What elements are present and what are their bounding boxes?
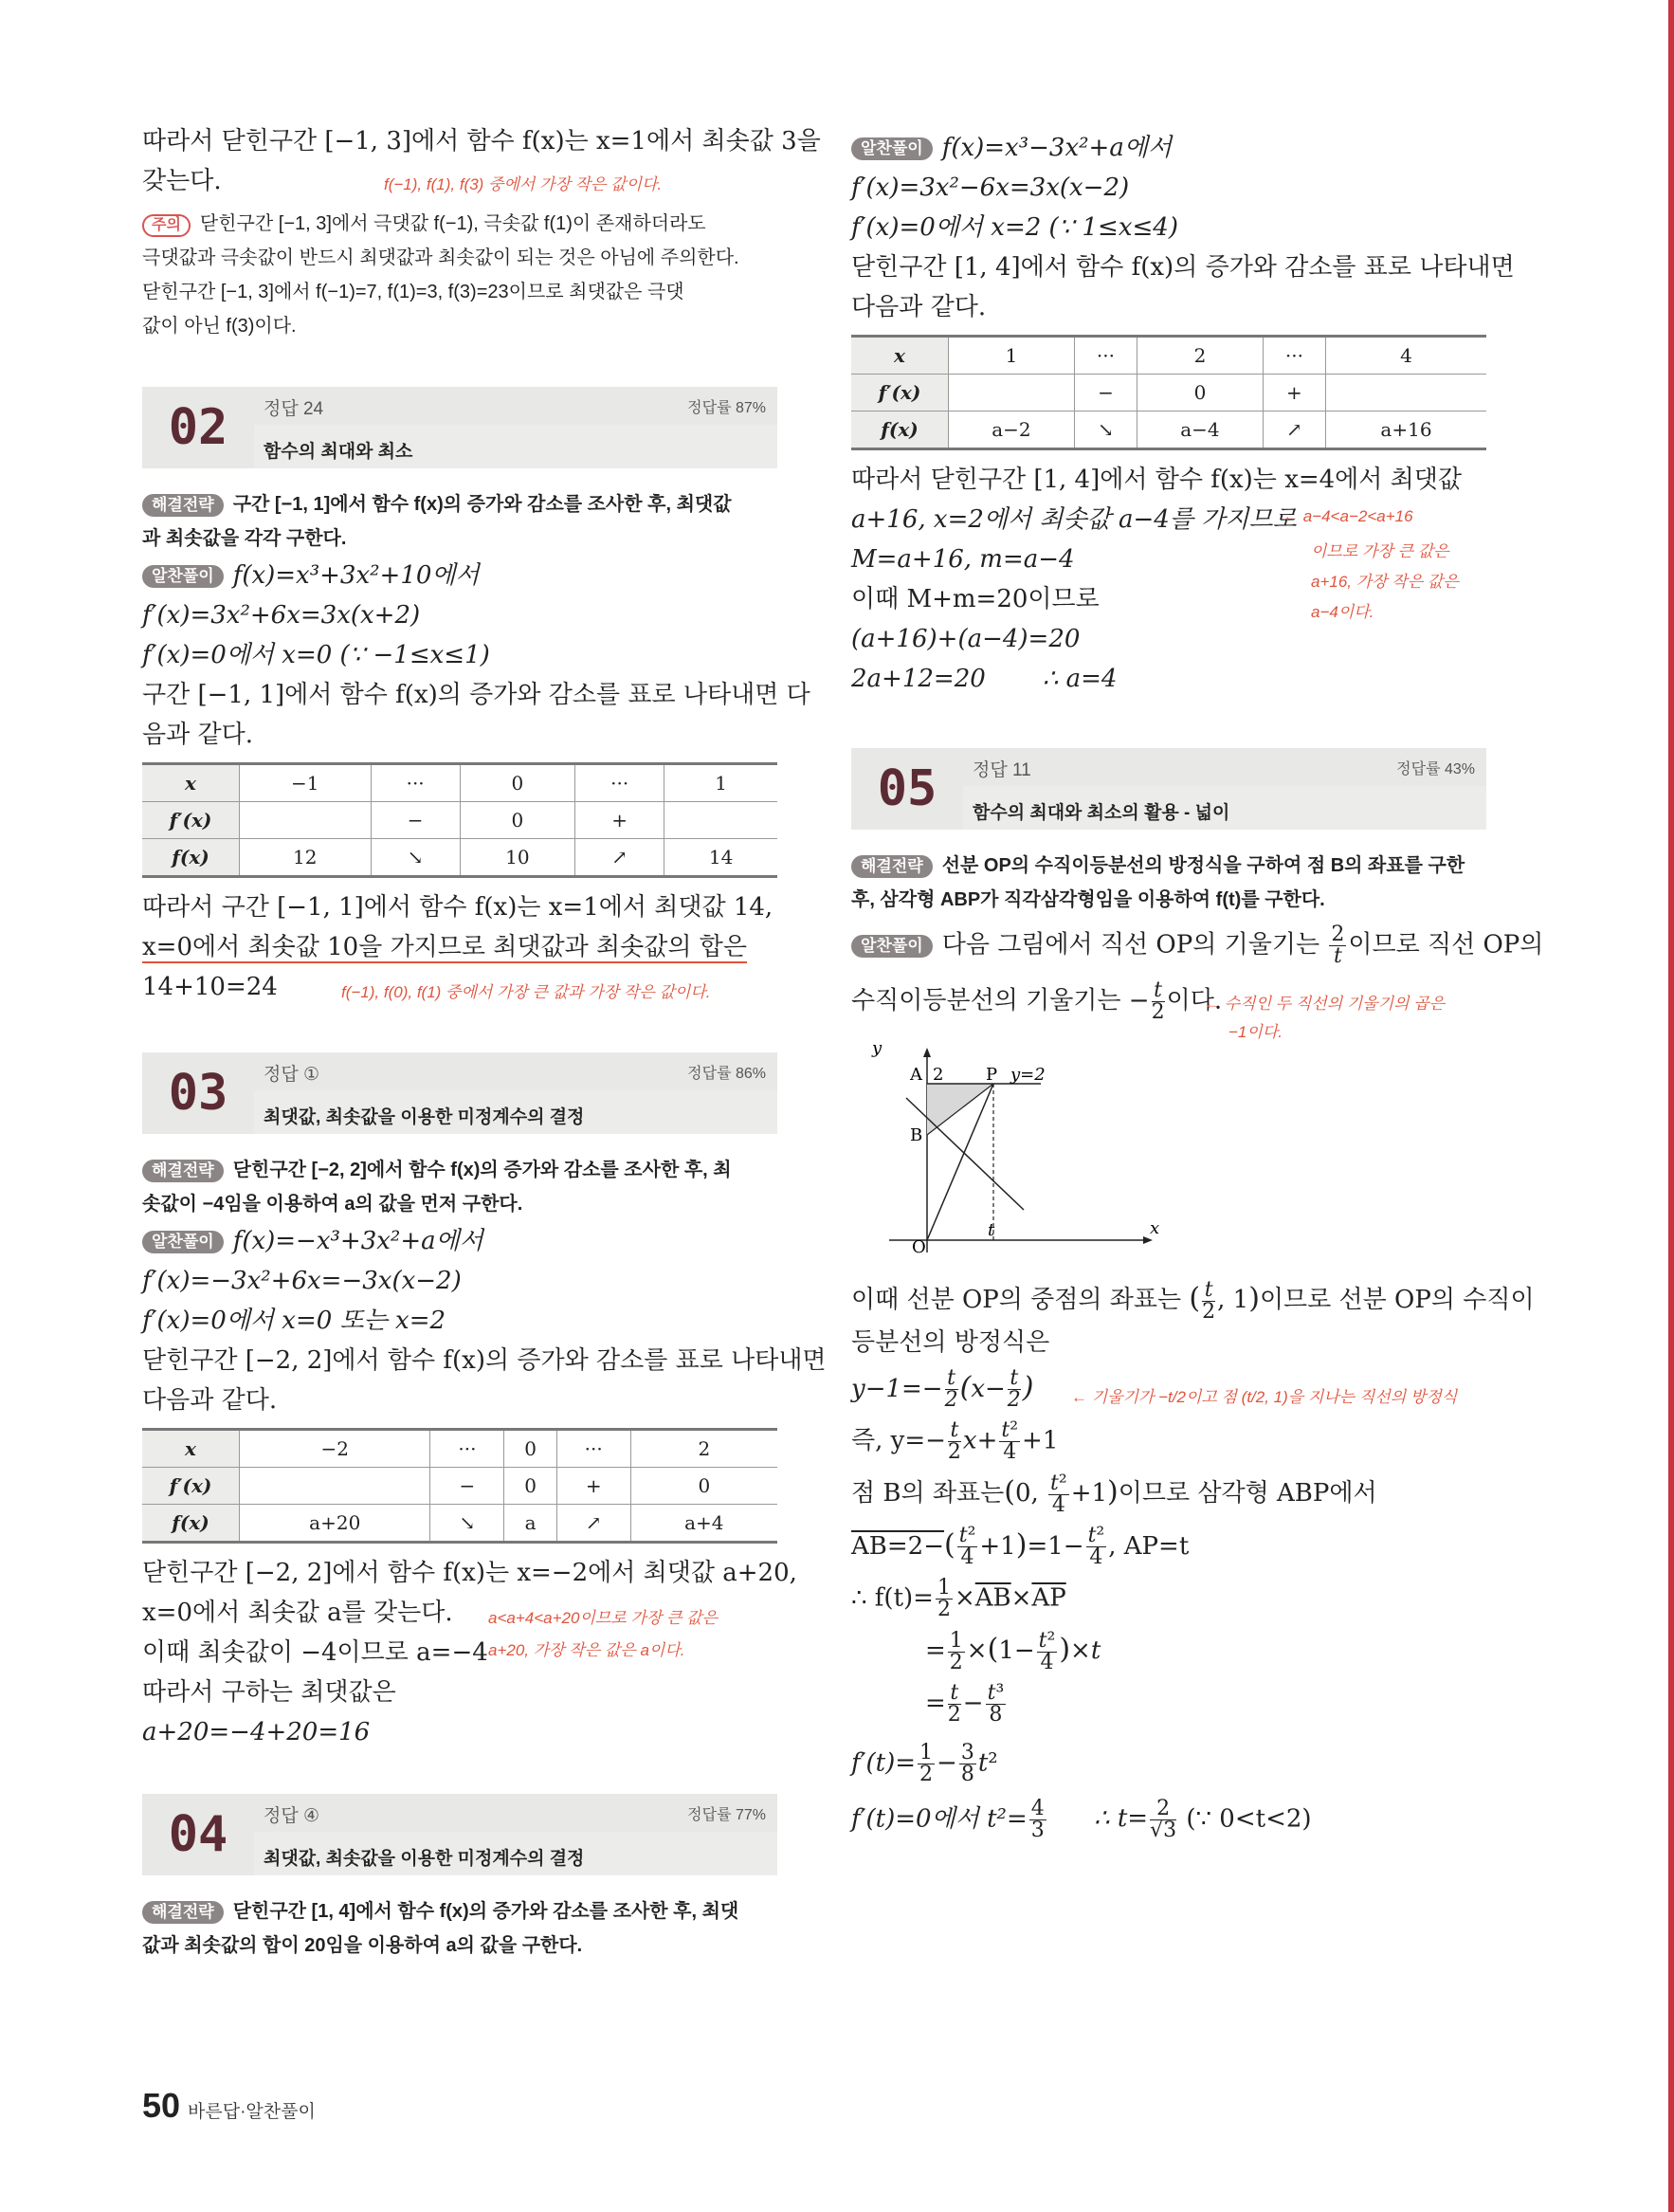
table-cell: 1: [949, 337, 1075, 375]
problem-03-conclusion-2: [142, 1593, 777, 1633]
table-cell: 2: [630, 1430, 777, 1468]
label-t: t: [988, 1220, 995, 1240]
problem-03-strategy-2: 솟값이 −4임을 이용하여 a의 값을 먼저 구한다.: [142, 1194, 523, 1215]
table-cell: ↗: [575, 839, 664, 877]
p04-conclusion-block: [851, 460, 1486, 699]
problem-02-strategy-2: 과 최솟값을 각각 구한다.: [142, 528, 347, 549]
conclusion-text: 따라서 구간 [−1, 1]에서 함수 f(x)는 x=1에서 최댓값 14,: [142, 893, 773, 922]
line-text: 이므로 직선 OP의: [1348, 930, 1544, 960]
fraction: [986, 1680, 1007, 1727]
strategy-tag: 해결전략: [142, 1160, 224, 1182]
problem-02-topic: 함수의 최대와 최소: [264, 442, 413, 462]
eq-text: ∴ t=: [1094, 1804, 1149, 1833]
fraction-2-over-t: [1329, 924, 1346, 967]
table-cell: [949, 375, 1075, 411]
problem-05-header: [851, 748, 1486, 830]
fraction-t-over-2: [1202, 1277, 1216, 1324]
p04-sol-line-4: 닫힌구간 [1, 4]에서 함수 f(x)의 증가와 감소를 표로 나타내면: [851, 253, 1515, 282]
caution-line-1: [142, 207, 777, 241]
frac-den: 4: [960, 1545, 974, 1569]
frac-num: 1: [937, 1576, 951, 1600]
p05-eq-8: f′(t)= $\frac{1}{2}$ − $\frac{3}{8}$ t²: [851, 1740, 998, 1786]
p05-line-a1: [851, 923, 1544, 968]
table-cell: +: [1263, 375, 1325, 411]
frac-den: 2: [1151, 1000, 1165, 1024]
conclusion-text: ∴ a=4: [1042, 665, 1118, 693]
label-p: P: [986, 1065, 998, 1085]
line-text: 다음 그림에서 직선 OP의 기울기는: [941, 930, 1320, 960]
table-cell: 0: [630, 1468, 777, 1505]
ab-bar: $\overline{AB}$: [974, 1583, 1011, 1613]
problem-02-line-4: 구간 [−1, 1]에서 함수 f(x)의 증가와 감소를 표로 나타내면 다: [142, 681, 810, 709]
ap-bar: $\overline{AP}$: [1031, 1583, 1066, 1613]
table-cell: x: [142, 764, 240, 802]
problem-02-answer: 정답 24: [264, 399, 324, 419]
problem-03-conclusion-1: [142, 1553, 797, 1593]
table-cell: 4: [1325, 337, 1486, 375]
paren: (: [959, 1370, 972, 1404]
table-cell: 0: [1137, 375, 1263, 411]
fraction: [936, 1578, 953, 1620]
caution-line-2: 극댓값과 극솟값이 반드시 최댓값과 최솟값이 되는 것은 아님에 주의한다.: [142, 247, 739, 268]
problem-02-conclusion-3: [142, 967, 777, 1007]
p05-eq-3: 점 B의 좌표는(0, $\frac{\text{t²}}{4}$ +1)이므로 삼각형 ABP에서: [851, 1471, 1377, 1517]
solution-tag: 알찬풀이: [851, 137, 933, 160]
fraction-t-over-2: [1152, 980, 1165, 1023]
intro-line-2-text: 갖는다.: [142, 167, 222, 195]
frac-den: 3: [1030, 1818, 1045, 1842]
table-cell: −: [371, 802, 460, 839]
p05-line-a2: [851, 978, 1486, 1041]
p04-conclusion-6: [851, 659, 1486, 699]
frac-num: t²: [1087, 1524, 1105, 1547]
strategy-text-1: 닫힌구간 [1, 4]에서 함수 f(x)의 증가와 감소를 조사한 후, 최댓: [232, 1901, 739, 1922]
p05-note-a2: −1이다.: [1228, 1023, 1283, 1041]
label-x: x: [1150, 1218, 1160, 1238]
p05-figure: [851, 1036, 1486, 1254]
problem-03-rate: 정답률 86%: [687, 1066, 766, 1082]
frac-num: 2: [1331, 923, 1345, 946]
left-column: [142, 121, 827, 1963]
strategy-text-1: 구간 [−1, 1]에서 함수 f(x)의 증가와 감소를 조사한 후, 최댓값: [232, 494, 732, 515]
solution-tag: 알찬풀이: [142, 1231, 224, 1253]
problem-05-topic: 함수의 최대와 최소의 활용 - 넓이: [973, 803, 1230, 823]
table-cell: ···: [575, 764, 664, 802]
p05-line-b1: 이때 선분 OP의 중점의 좌표는 ( $\frac{t}{2}$ , 1)이므로 선분 OP의 수직이: [851, 1277, 1535, 1324]
table-cell: ↘: [430, 1505, 504, 1543]
paren: ): [1022, 1370, 1034, 1404]
label-a: A: [910, 1065, 922, 1085]
problem-02-number: 02: [142, 387, 254, 468]
frac-num: t: [1008, 1368, 1021, 1390]
table-cell: a−2: [949, 411, 1075, 449]
p04-note-4: a−4이다.: [1311, 603, 1374, 621]
table-cell: [664, 802, 777, 839]
frac-den: 2: [947, 1440, 961, 1464]
problem-02-line-1: [142, 556, 777, 595]
frac-num: t: [948, 1420, 961, 1442]
table-cell: −2: [240, 1430, 430, 1468]
fraction: [1086, 1526, 1107, 1568]
strategy-tag: 해결전략: [851, 855, 933, 878]
caution-line-3: 닫힌구간 [−1, 3]에서 f(−1)=7, f(1)=3, f(3)=23이므로 최댓값은 극댓: [142, 282, 684, 302]
fraction: [1037, 1628, 1058, 1674]
table-cell: 12: [240, 839, 372, 877]
table-cell: f′(x): [851, 375, 949, 411]
problem-02-table: [142, 762, 777, 878]
problem-03-note-2: a+20, 가장 작은 값은 a이다.: [488, 1641, 685, 1659]
y-axis-arrow: [923, 1048, 931, 1057]
p05-eq-7: = $\frac{t}{2}$ − $\frac{\text{t³}}{8}$: [925, 1680, 1005, 1727]
table-cell: a+20: [240, 1505, 430, 1543]
eq-text: y−1=−: [851, 1374, 943, 1403]
paren-open: (: [1189, 1282, 1201, 1315]
label-b: B: [910, 1125, 923, 1145]
conclusion-text: 14+10=24: [142, 973, 278, 1001]
frac-num: 3: [960, 1740, 974, 1764]
frac-num: 4: [1030, 1796, 1045, 1820]
p04-conclusion-5: (a+16)+(a−4)=20: [851, 625, 1081, 653]
table-cell: x: [142, 1430, 240, 1468]
problem-03-note-1: a<a+4<a+20이므로 가장 큰 값은: [488, 1609, 718, 1627]
paren-close: ): [1248, 1282, 1260, 1315]
frac-den: 8: [960, 1762, 974, 1786]
table-cell: ···: [1263, 337, 1325, 375]
line-text: f(x)=x³−3x²+a에서: [941, 134, 1173, 162]
frac-num: 1: [919, 1740, 934, 1764]
problem-02-conclusion-1: [142, 887, 777, 927]
problem-04-strategy-2: 값과 최솟값의 합이 20임을 이용하여 a의 값을 구한다.: [142, 1935, 583, 1956]
p05-eq-1: y−1=− $\frac{t}{2}$ (x− $\frac{t}{2}$ ) ← 기울기가 −t/2이고 점 (t/2, 1)을 지나는 직선의 방정식: [851, 1368, 1486, 1412]
line-text: f(x)=−x³+3x²+a에서: [232, 1227, 483, 1255]
table-cell: ···: [371, 764, 460, 802]
problem-03-topic-bar: [254, 1090, 777, 1134]
frac-den: 2: [919, 1762, 934, 1786]
table-cell: f′(x): [142, 802, 240, 839]
p04-conclusion-2: a+16, x=2에서 최솟값 a−4를 가지므로: [851, 505, 1297, 534]
problem-03-answer-bar: [254, 1052, 777, 1090]
paren: (: [1004, 1475, 1015, 1508]
p05-eq-4: AB=2−( $\frac{\text{t²}}{4}$ +1)=1− $\frac{\text{t²}}{4}$ , AP=t: [851, 1524, 1190, 1569]
right-column: [851, 128, 1544, 1842]
paren: (: [944, 1527, 955, 1562]
problem-03-line-3: f′(x)=0에서 x=0 또는 x=2: [142, 1307, 446, 1335]
table-cell: a+4: [630, 1505, 777, 1543]
eq-text: AB=2−: [851, 1531, 944, 1561]
problem-02-line-2: f′(x)=3x²+6x=3x(x+2): [142, 601, 421, 630]
caution-line-4: 값이 아닌 f(3)이다.: [142, 316, 297, 337]
frac-den: 8: [989, 1702, 1003, 1727]
eq-text: 이므로 삼각형 ABP에서: [1118, 1479, 1377, 1508]
frac-num: t³: [987, 1680, 1005, 1705]
frac-num: t: [945, 1368, 958, 1390]
problem-05-rate: 정답률 43%: [1396, 761, 1475, 777]
problem-02-line-3: f′(x)=0에서 x=0 (∵ −1≤x≤1): [142, 641, 490, 669]
fraction: [999, 1420, 1020, 1463]
p05-line-b2: 등분선의 방정식은: [851, 1327, 1050, 1357]
problem-04-topic-bar: [254, 1832, 777, 1875]
frac-den: 2: [947, 1702, 961, 1727]
table-cell: 10: [460, 839, 574, 877]
table-cell: 1: [664, 764, 777, 802]
p05-note-a1: ← 수직인 두 직선의 기울기의 곱은: [1204, 995, 1446, 1013]
problem-03-line-4: 닫힌구간 [−2, 2]에서 함수 f(x)의 증가와 감소를 표로 나타내면: [142, 1346, 827, 1375]
caution-tag: 주의: [142, 214, 191, 237]
label-2: 2: [933, 1065, 944, 1085]
table-cell: ↘: [1074, 411, 1137, 449]
line-text: 이때 선분 OP의 중점의 좌표는: [851, 1286, 1182, 1314]
page-edge-stripe: [1668, 0, 1674, 2212]
problem-05-strategy-2: 후, 삼각형 ABP가 직각삼각형임을 이용하여 f(t)를 구한다.: [851, 889, 1325, 910]
label-y-eq-2: y=2: [1010, 1065, 1046, 1085]
problem-03-header: [142, 1052, 777, 1134]
fraction: [959, 1740, 976, 1786]
problem-05-strategy: [851, 849, 1486, 883]
table-cell: ···: [556, 1430, 630, 1468]
frac-num: t²: [958, 1524, 976, 1547]
problem-03-table: [142, 1428, 777, 1544]
table-cell: ···: [430, 1430, 504, 1468]
table-cell: 0: [460, 802, 574, 839]
eq-text: (∵ 0<t<2): [1186, 1804, 1312, 1833]
problem-04-answer: 정답 ④: [264, 1806, 320, 1826]
eq-text: ∴ f(t)=: [851, 1583, 934, 1613]
p04-sol-line-3: f′(x)=0에서 x=2 (∵ 1≤x≤4): [851, 213, 1178, 242]
problem-04-topic: 최댓값, 최솟값을 이용한 미정계수의 결정: [264, 1849, 585, 1869]
problem-03-line-1: [142, 1221, 777, 1261]
strategy-text-1: 선분 OP의 수직이등분선의 방정식을 구하여 점 B의 좌표를 구한: [941, 855, 1465, 876]
table-cell: f(x): [851, 411, 949, 449]
table-cell: ↗: [1263, 411, 1325, 449]
table-cell: x: [851, 337, 949, 375]
table-cell: [240, 1468, 430, 1505]
table-cell: [240, 802, 372, 839]
problem-03-conclusion-4: 따라서 구하는 최댓값은: [142, 1678, 396, 1707]
problem-04-strategy: [142, 1894, 777, 1929]
table-cell: ···: [1074, 337, 1137, 375]
table-cell: 0: [504, 1430, 556, 1468]
problem-02-line-5: 음과 같다.: [142, 721, 253, 749]
table-cell: 14: [664, 839, 777, 877]
frac-num: t²: [1050, 1471, 1067, 1495]
problem-05-topic-bar: [963, 786, 1486, 830]
p04-note-1: ← a−4<a−2<a+16: [1283, 507, 1413, 525]
problem-04-answer-bar: [254, 1794, 777, 1832]
fraction: [1048, 1473, 1069, 1516]
problem-02-strategy: [142, 487, 777, 521]
p04-note-2: 이므로 가장 큰 값은: [1311, 542, 1449, 560]
table-cell: −: [1074, 375, 1137, 411]
eq-text: f′(t)=0에서 t²=: [851, 1804, 1028, 1833]
fraction: [945, 1368, 958, 1411]
paren: (: [987, 1633, 999, 1666]
p04-sol-line-1: [851, 128, 1486, 168]
frac-den: 4: [1051, 1492, 1065, 1517]
line-text: 이다.: [1166, 986, 1223, 1015]
conclusion-text: x=0에서 최솟값 a를 갖는다.: [142, 1599, 453, 1627]
frac-num: t²: [1001, 1418, 1019, 1442]
eq-text: 즉, y=−: [851, 1426, 946, 1455]
fraction: [947, 1680, 961, 1727]
problem-03-topic: 최댓값, 최솟값을 이용한 미정계수의 결정: [264, 1107, 585, 1127]
table-cell: a: [504, 1505, 556, 1543]
fraction: [1008, 1368, 1021, 1411]
p04-conclusion-1: 따라서 닫힌구간 [1, 4]에서 함수 f(x)는 x=4에서 최댓값: [851, 466, 1463, 494]
solution-tag: 알찬풀이: [142, 565, 224, 588]
p04-conclusion-4: 이때 M+m=20이므로: [851, 585, 1100, 613]
frac-den: 2: [949, 1650, 963, 1674]
frac-num: t: [1202, 1280, 1215, 1302]
frac-den: 2: [937, 1598, 951, 1621]
frac-den: 2: [944, 1388, 958, 1412]
fraction: [948, 1420, 961, 1463]
problem-02-rate: 정답률 87%: [687, 400, 766, 416]
problem-05-answer: 정답 11: [973, 760, 1031, 780]
frac-den: t: [1333, 944, 1342, 968]
fraction: [1029, 1796, 1046, 1842]
table-cell: [1325, 375, 1486, 411]
fraction: [918, 1740, 935, 1786]
frac-den: 2: [1007, 1388, 1021, 1412]
frac-den: 4: [1003, 1440, 1017, 1464]
fraction: [957, 1526, 978, 1568]
p05-note-eq: ← 기울기가 −t/2이고 점 (t/2, 1)을 지나는 직선의 방정식: [1071, 1387, 1458, 1406]
table-cell: f(x): [142, 839, 240, 877]
table-cell: +: [575, 802, 664, 839]
book-title: 바른답·알찬풀이: [188, 2102, 316, 2122]
table-cell: 2: [1137, 337, 1263, 375]
frac-den: 4: [1089, 1545, 1103, 1569]
label-y: y: [872, 1038, 882, 1058]
p05-eq-9: [851, 1796, 1486, 1842]
paren: ): [1107, 1475, 1119, 1508]
problem-02-conclusion-2: [142, 927, 777, 967]
problem-03-strategy: [142, 1153, 777, 1187]
frac-num: 1: [949, 1628, 963, 1653]
problem-03-answer: 정답 ①: [264, 1065, 320, 1085]
p05-eq-5: ∴ f(t)= $\frac{1}{2}$ $\times\overline{AB}\times\overline{AP}$: [851, 1576, 1066, 1621]
problem-02-answer-bar: [254, 387, 777, 425]
problem-02-note: f(−1), f(0), f(1) 중에서 가장 큰 값과 가장 작은 값이다.: [341, 983, 711, 1001]
paren: ): [1059, 1633, 1071, 1666]
fraction: [1150, 1796, 1177, 1842]
table-cell: −: [430, 1468, 504, 1505]
problem-02-header: [142, 387, 777, 468]
problem-04-table: [851, 335, 1486, 450]
problem-04-number: 04: [142, 1794, 254, 1875]
table-cell: ↘: [371, 839, 460, 877]
fraction: [948, 1628, 965, 1674]
intro-line-1: 따라서 닫힌구간 [−1, 3]에서 함수 f(x)는 x=1에서 최솟값 3을: [142, 127, 821, 155]
frac-den: 2: [1202, 1299, 1216, 1324]
perpendicular-bisector: [906, 1098, 1024, 1210]
problem-03-line-5: 다음과 같다.: [142, 1386, 278, 1415]
problem-03-conclusion-3: [142, 1633, 777, 1673]
frac-den: √3: [1150, 1818, 1177, 1842]
p04-conclusion-3: M=a+16, m=a−4: [851, 545, 1075, 574]
strategy-text-1: 닫힌구간 [−2, 2]에서 함수 f(x)의 증가와 감소를 조사한 후, 최: [232, 1160, 732, 1180]
paren: ): [1015, 1527, 1028, 1562]
table-cell: ↗: [556, 1505, 630, 1543]
strategy-tag: 해결전략: [142, 494, 224, 517]
strategy-tag: 해결전략: [142, 1901, 224, 1924]
p04-sol-line-2: f′(x)=3x²−6x=3x(x−2): [851, 174, 1130, 202]
table-cell: +: [556, 1468, 630, 1505]
solution-tag: 알찬풀이: [851, 935, 933, 958]
table-cell: 0: [460, 764, 574, 802]
frac-num: t: [948, 1683, 961, 1705]
eq-text: 점 B의 좌표는: [851, 1479, 1005, 1508]
conclusion-text: 2a+12=20: [851, 665, 986, 693]
p04-sol-line-5: 다음과 같다.: [851, 293, 987, 321]
problem-03-number: 03: [142, 1052, 254, 1134]
eq-text: , AP=t: [1108, 1531, 1190, 1561]
table-cell: −1: [240, 764, 372, 802]
p05-eq-2: 즉, y=− $\frac{t}{2}$ x+ $\frac{\text{t²}}{4}$ +1: [851, 1418, 1059, 1464]
label-origin: O: [912, 1237, 926, 1254]
conclusion-text: 이때 최솟값이 −4이므로 a=−4: [142, 1638, 488, 1667]
problem-05-number: 05: [851, 748, 963, 830]
line-text: 수직이등분선의 기울기는 −: [851, 986, 1150, 1015]
problem-03-conclusion-5: a+20=−4+20=16: [142, 1718, 371, 1746]
table-cell: f(x): [142, 1505, 240, 1543]
frac-den: 4: [1040, 1650, 1054, 1674]
table-cell: a+16: [1325, 411, 1486, 449]
intro-line-2: [142, 161, 777, 201]
problem-03-line-2: f′(x)=−3x²+6x=−3x(x−2): [142, 1267, 462, 1295]
problem-02-topic-bar: [254, 425, 777, 468]
problem-04-header: [142, 1794, 777, 1875]
line-text: f(x)=x³+3x²+10에서: [232, 561, 480, 590]
problem-04-rate: 정답률 77%: [687, 1807, 766, 1823]
frac-num: 2: [1150, 1799, 1176, 1820]
table-cell: 0: [504, 1468, 556, 1505]
conclusion-text: 닫힌구간 [−2, 2]에서 함수 f(x)는 x=−2에서 최댓값 a+20,: [142, 1559, 797, 1587]
caution-text-1: 닫힌구간 [−1, 3]에서 극댓값 f(−1), 극솟값 f(1)이 존재하더라도: [199, 213, 706, 234]
eq-text: f′(t)=: [851, 1748, 917, 1777]
table-cell: a−4: [1137, 411, 1263, 449]
intro-note: f(−1), f(1), f(3) 중에서 가장 작은 값이다.: [384, 175, 663, 193]
table-cell: f′(x): [142, 1468, 240, 1505]
problem-05-answer-bar: [963, 748, 1486, 786]
p04-note-3: a+16, 가장 작은 값은: [1311, 573, 1459, 591]
page-footer: [142, 2086, 316, 2126]
frac-num: t²: [1038, 1628, 1056, 1653]
line-text: 이므로 선분 OP의 수직이: [1259, 1286, 1535, 1314]
p05-eq-6: = $\frac{1}{2}$ ×(1− $\frac{\text{t²}}{4}$ )×t: [925, 1628, 1101, 1674]
conclusion-text: x=0에서 최솟값 10을 가지므로 최댓값과 최솟값의 합은: [142, 933, 747, 961]
page-number: 50: [142, 2086, 181, 2125]
frac-num: t: [1152, 980, 1165, 1002]
